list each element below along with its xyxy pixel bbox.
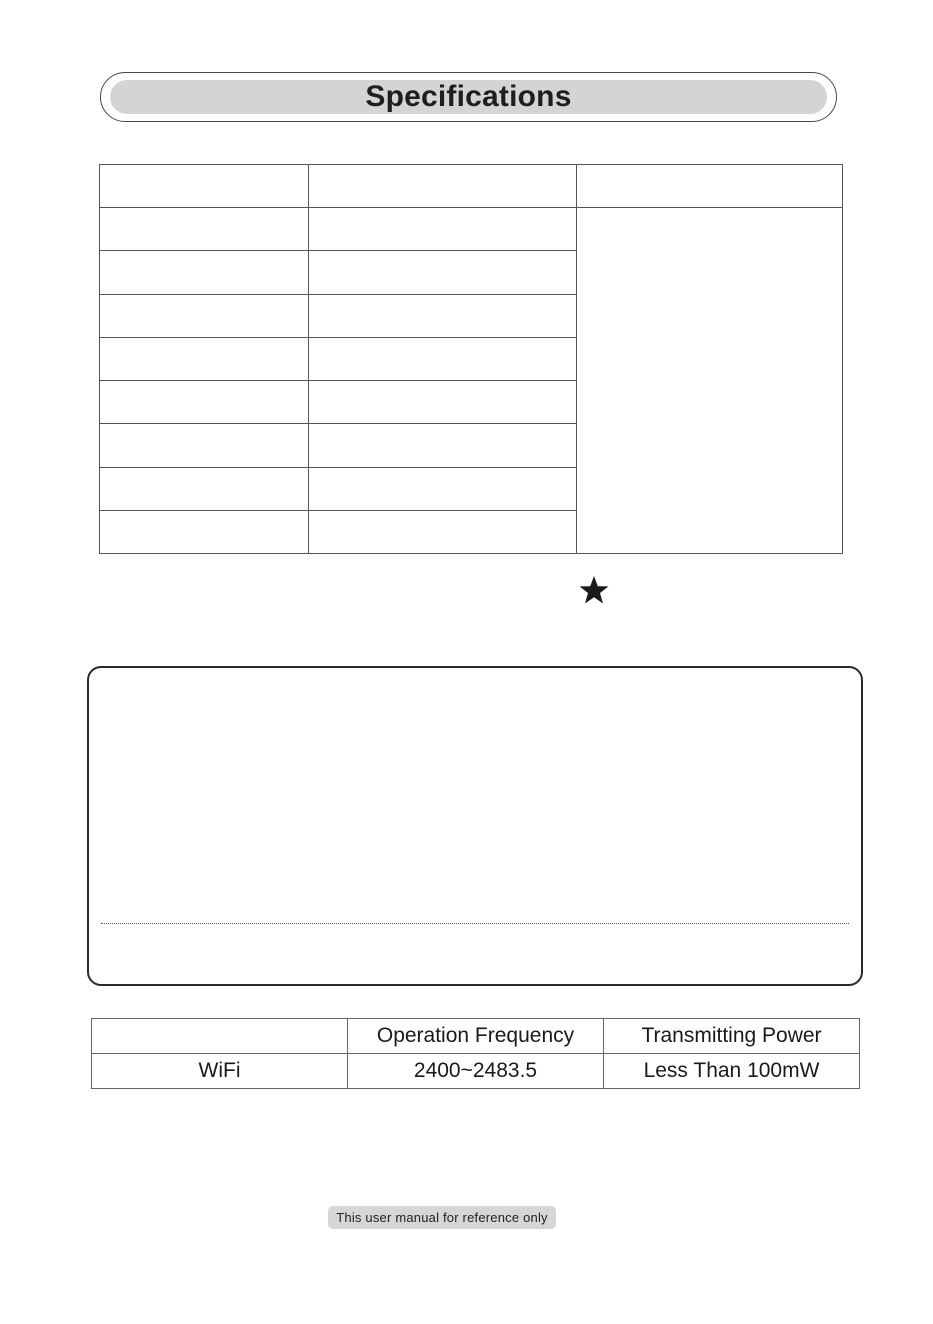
table-cell — [309, 294, 577, 337]
column-header — [92, 1019, 348, 1054]
table-cell — [100, 165, 309, 208]
table-cell: Less Than 100mW — [604, 1054, 860, 1089]
table-cell: 2400~2483.5 — [348, 1054, 604, 1089]
footer-note: This user manual for reference only — [336, 1210, 548, 1225]
dotted-divider — [101, 923, 849, 924]
title-banner — [100, 72, 837, 122]
table-cell — [309, 467, 577, 510]
table-cell — [100, 424, 309, 467]
page-title: Specifications — [365, 80, 572, 113]
table-cell — [100, 510, 309, 553]
table-cell — [309, 251, 577, 294]
footer-note-badge — [328, 1206, 556, 1229]
title-banner-fill — [110, 80, 827, 114]
column-header: Transmitting Power — [604, 1019, 860, 1054]
table-cell — [100, 208, 309, 251]
table-cell — [309, 165, 577, 208]
table-cell — [100, 381, 309, 424]
column-header: Operation Frequency — [348, 1019, 604, 1054]
table-cell — [309, 510, 577, 553]
table-header-row — [92, 1019, 860, 1054]
table-row — [100, 208, 843, 251]
table-cell — [100, 251, 309, 294]
table-cell — [309, 337, 577, 380]
table-cell — [309, 208, 577, 251]
star-icon — [578, 574, 610, 606]
table-row — [92, 1054, 860, 1089]
notice-box — [87, 666, 863, 986]
table-cell — [577, 165, 843, 208]
table-merged-cell — [577, 208, 843, 554]
table-cell — [100, 337, 309, 380]
table-cell — [100, 294, 309, 337]
table-cell — [309, 381, 577, 424]
table-header-row — [100, 165, 843, 208]
table-cell — [309, 424, 577, 467]
wireless-table — [91, 1018, 860, 1089]
table-cell: WiFi — [92, 1054, 348, 1089]
specifications-table — [99, 164, 843, 554]
table-cell — [100, 467, 309, 510]
